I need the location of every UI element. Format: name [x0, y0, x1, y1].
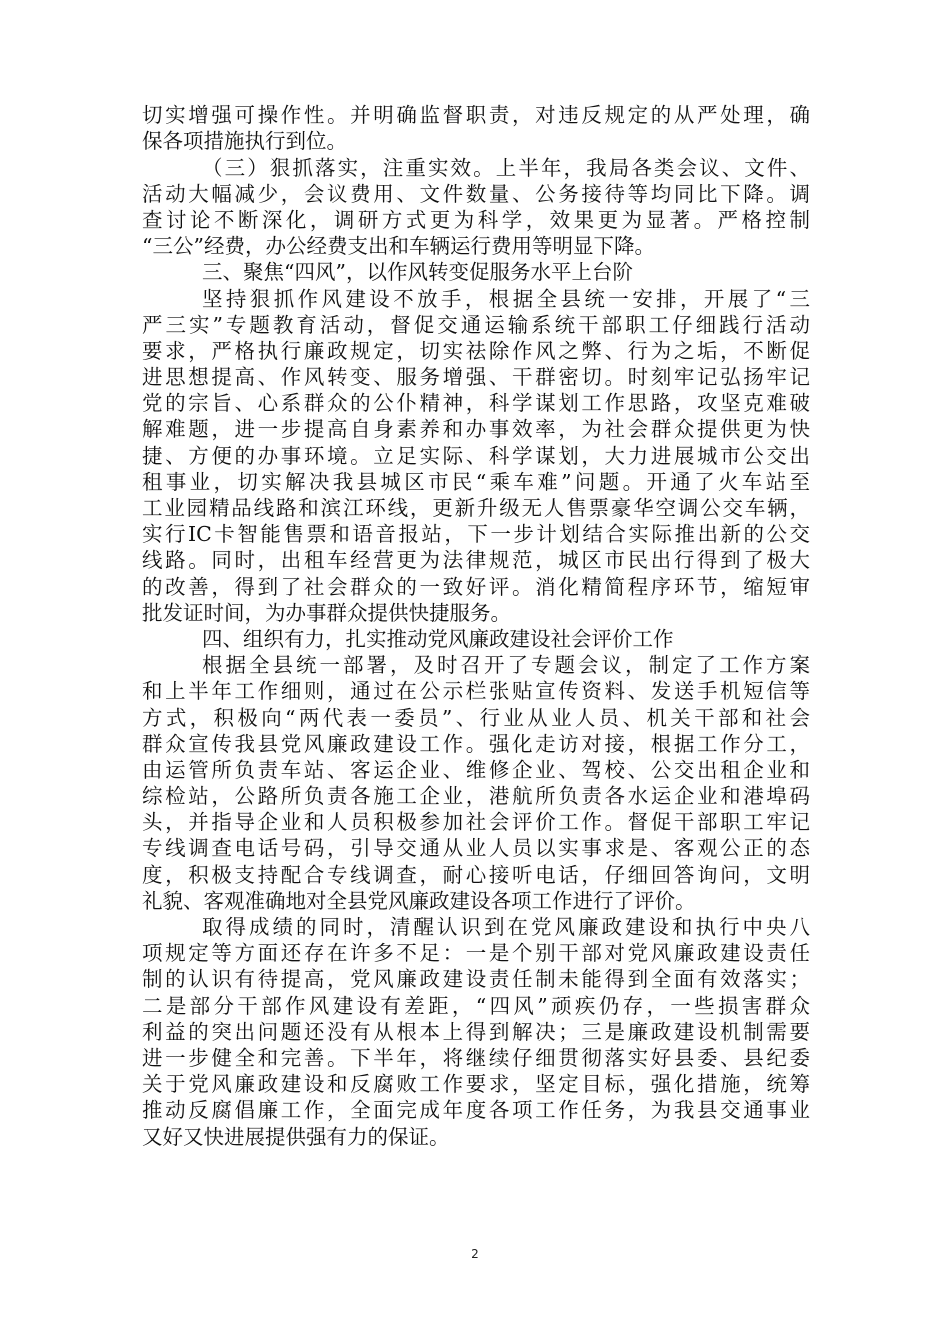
text-line: “三公”经费，办公经费支出和车辆运行费用等明显下降。: [142, 234, 655, 259]
text-line: 线路。同时，出租车经营更为法律规范，城区市民出行得到了极大: [142, 548, 810, 573]
page-number: 2: [471, 1247, 479, 1261]
text-line: 礼貌、客观准确地对全县党风廉政建设各项工作进行了评价。: [142, 888, 696, 913]
text-line: 和上半年工作细则，通过在公示栏张贴宣传资料、发送手机短信等: [142, 679, 810, 704]
text-line: 进思想提高、作风转变、服务增强、干群密切。时刻牢记弘扬牢记: [142, 365, 810, 390]
text-line: 实行IC卡智能售票和语音报站，下一步计划结合实际推出新的公交: [142, 522, 810, 547]
text-line: 进一步健全和完善。下半年，将继续仔细贯彻落实好县委、县纪委: [142, 1045, 810, 1070]
text-line: 群众宣传我县党风廉政建设工作。强化走访对接，根据工作分工，: [142, 731, 810, 756]
text-line: 党的宗旨、心系群众的公仆精神，科学谋划工作思路，攻坚克难破: [142, 391, 810, 416]
text-line: 方式，积极向“两代表一委员”、行业从业人员、机关干部和社会: [142, 705, 810, 730]
text-line: 批发证时间，为办事群众提供快捷服务。: [142, 600, 511, 625]
text-line: 推动反腐倡廉工作，全面完成年度各项工作任务，为我县交通事业: [142, 1098, 810, 1123]
text-line: 制的认识有待提高，党风廉政建设责任制未能得到全面有效落实；: [142, 967, 810, 992]
text-line: 关于党风廉政建设和反腐败工作要求，坚定目标，强化措施，统筹: [142, 1072, 810, 1097]
text-line: 查讨论不断深化，调研方式更为科学，效果更为显著。严格控制: [142, 207, 810, 232]
text-line: 活动大幅减少，会议费用、文件数量、公务接待等均同比下降。调: [142, 181, 810, 206]
text-line: 由运管所负责车站、客运企业、维修企业、驾校、公交出租企业和: [142, 757, 810, 782]
text-line: 度，积极支持配合专线调查，耐心接听电话，仔细回答询问，文明: [142, 862, 810, 887]
text-line: 要求，严格执行廉政规定，切实祛除作风之弊、行为之垢，不断促: [142, 338, 810, 363]
text-line: 头，并指导企业和人员积极参加社会评价工作。督促干部职工牢记: [142, 810, 810, 835]
text-line: 综检站，公路所负责各施工企业，港航所负责各水运企业和港埠码: [142, 784, 810, 809]
text-line: 严三实”专题教育活动，督促交通运输系统干部职工仔细践行活动: [142, 312, 810, 337]
text-line: 坚持狠抓作风建设不放手，根据全县统一安排，开展了“三: [202, 286, 810, 311]
text-line: 保各项措施执行到位。: [142, 129, 347, 154]
text-line: 四、组织有力，扎实推动党风廉政建设社会评价工作: [202, 626, 674, 651]
text-line: 根据全县统一部署，及时召开了专题会议，制定了工作方案: [202, 653, 810, 678]
text-line: [142, 76, 810, 102]
text-line: 又好又快进展提供强有力的保证。: [142, 1124, 450, 1149]
text-line: 取得成绩的同时，清醒认识到在党风廉政建设和执行中央八: [202, 915, 810, 939]
text-line: 租事业，切实解决我县城区市民“乘车难”问题。开通了火车站至: [142, 469, 810, 494]
body-text: [142, 76, 810, 1150]
text-line: 切实增强可操作性。并明确监督职责，对违反规定的从严处理，确: [142, 103, 810, 128]
text-line: 二是部分干部作风建设有差距，“四风”顽疾仍存，一些损害群众: [142, 993, 810, 1018]
text-line: 利益的突出问题还没有从根本上得到解决；三是廉政建设机制需要: [142, 1019, 810, 1044]
text-line: （三）狠抓落实，注重实效。上半年，我局各类会议、文件、: [202, 155, 810, 180]
text-line: 工业园精品线路和滨江环线，更新升级无人售票豪华空调公交车辆，: [142, 496, 810, 520]
text-line: 的改善，得到了社会群众的一致好评。消化精简程序环节，缩短审: [142, 574, 810, 599]
text-line: 捷、方便的办事环境。立足实际、科学谋划，大力进展城市公交出: [142, 443, 810, 468]
text-line: 解难题，进一步提高自身素养和办事效率，为社会群众提供更为快: [142, 417, 810, 442]
text-line: 项规定等方面还存在许多不足：一是个别干部对党风廉政建设责任: [142, 941, 810, 966]
text-line: 专线调查电话号码，引导交通从业人员以实事求是、客观公正的态: [142, 836, 810, 861]
text-line: 三、聚焦“四风”，以作风转变促服务水平上台阶: [202, 260, 633, 285]
